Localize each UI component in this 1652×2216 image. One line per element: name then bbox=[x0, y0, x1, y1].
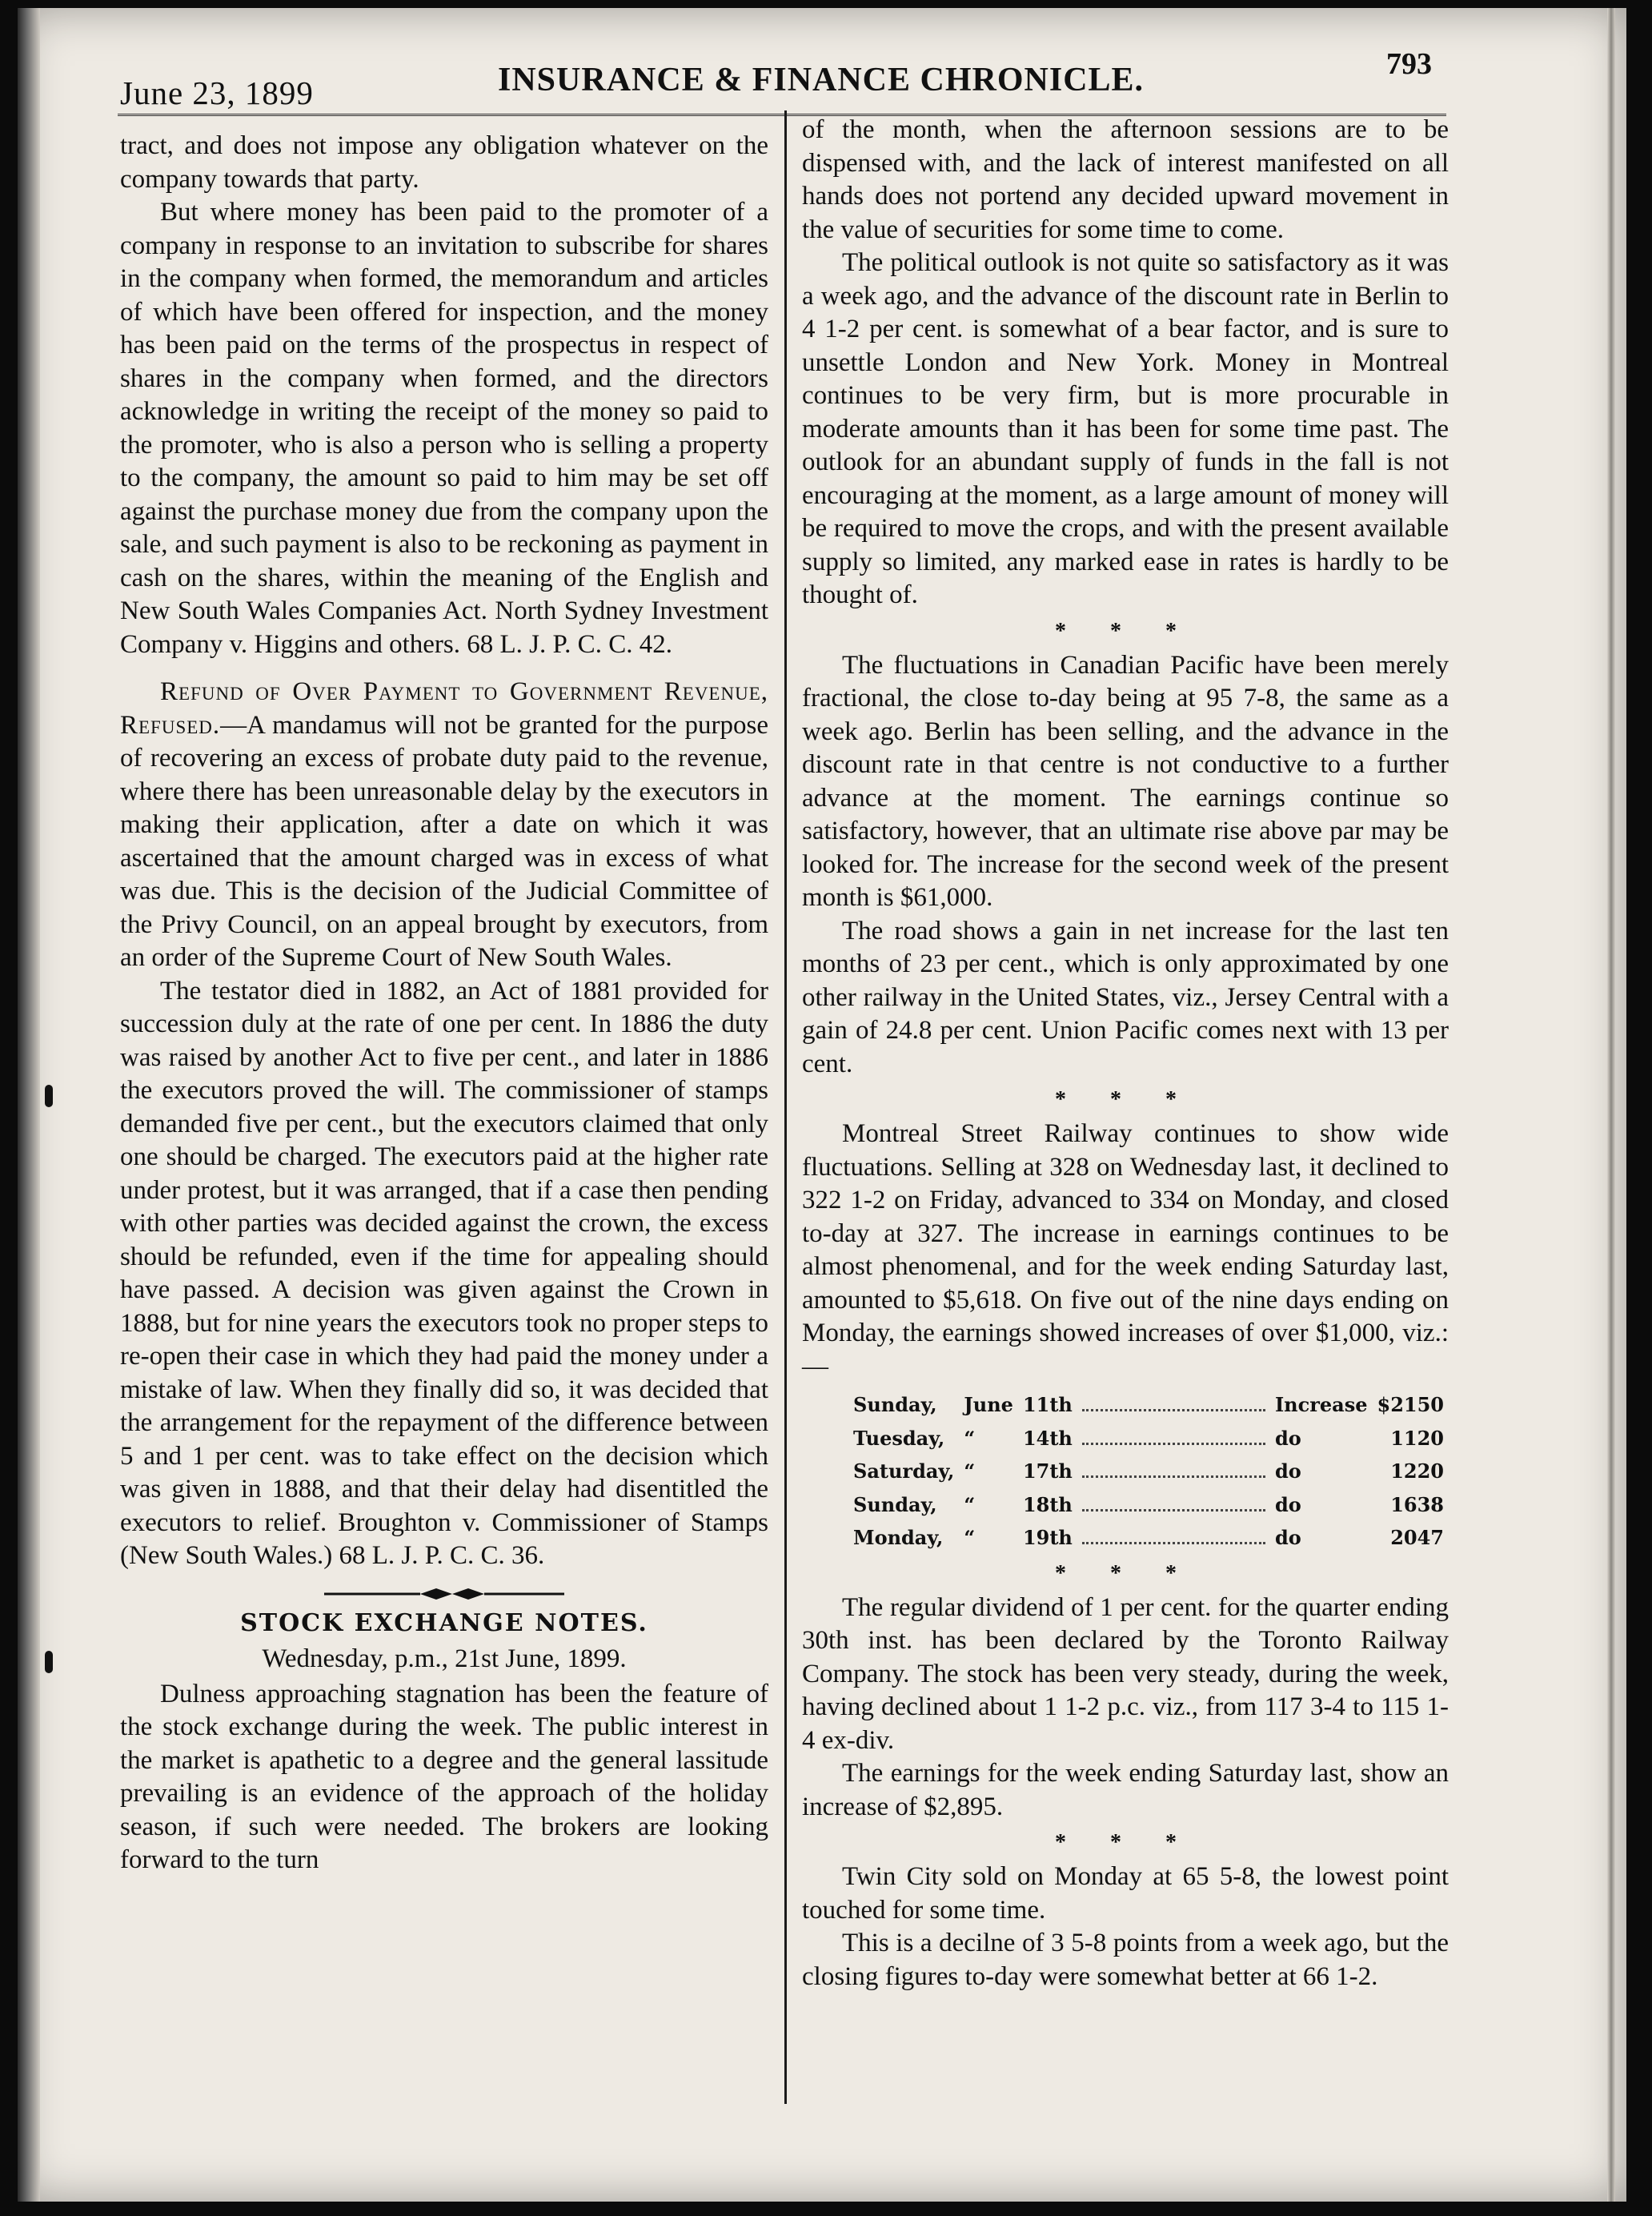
day-cell: Saturday, bbox=[853, 1459, 955, 1483]
amount-cell: 1638 bbox=[1390, 1492, 1444, 1516]
paragraph: Twin City sold on Monday at 65 5-8, the lowest point touched for some time. bbox=[802, 1862, 1449, 1925]
issue-date: June 23, 1899 bbox=[120, 74, 314, 111]
table-row bbox=[848, 1521, 1449, 1555]
column-divider bbox=[784, 110, 787, 2104]
paragraph bbox=[120, 676, 768, 975]
section-separator: * * * bbox=[1055, 1087, 1196, 1112]
paragraph: The earnings for the week ending Saturday last, show an increase of $2,895. bbox=[802, 1759, 1449, 1821]
paragraph: But where money has been paid to the promoter of a company in response to an invitation to subscribe for shares in the company when formed, the memorandum and articles of which have been offered for inspection, and the money has been paid on the terms of the prospectus in respect of shares in the company when formed, and the directors acknowledge in writing the receipt of the money so paid to the promoter, who is also a person who is selling a property to the company, the amount so paid to him may be set off against the purchase money due from the company upon the sale, and such payment is also to be reckoning as payment in cash on the shares, within the meaning of the English and New South Wales Companies Act. North Sydney Investment Company v. Higgins and others. 68 L. J. P. C. C. 42. bbox=[120, 198, 768, 659]
table-row bbox=[848, 1488, 1449, 1522]
month-cell: “ bbox=[964, 1459, 976, 1483]
date-cell: 18th bbox=[1022, 1492, 1073, 1516]
section-heading: STOCK EXCHANGE NOTES. bbox=[240, 1608, 648, 1637]
leader-dots bbox=[1077, 1488, 1270, 1522]
table-row bbox=[848, 1422, 1449, 1455]
label-cell: do bbox=[1274, 1492, 1301, 1516]
publication-title: INSURANCE & FINANCE CHRONICLE. bbox=[498, 62, 1145, 98]
paragraph: The road shows a gain in net increase for the last ten months of 23 per cent., which is only approximated by one other railway in the United States, viz., Jersey Central with a gain of 24.8 per cent. Union Pacific comes next with 13 per cent. bbox=[802, 916, 1449, 1078]
day-cell: Sunday, bbox=[853, 1393, 937, 1416]
page-number: 793 bbox=[1386, 47, 1432, 81]
amount-cell: $2150 bbox=[1377, 1393, 1444, 1416]
left-column bbox=[120, 130, 768, 1877]
month-cell: June bbox=[964, 1393, 1013, 1416]
earnings-table bbox=[848, 1388, 1449, 1555]
month-cell: “ bbox=[964, 1426, 976, 1450]
label-cell: do bbox=[1274, 1526, 1301, 1549]
day-cell: Tuesday, bbox=[853, 1426, 945, 1450]
table-row bbox=[848, 1388, 1449, 1422]
date-cell: 17th bbox=[1022, 1459, 1073, 1483]
margin-mark bbox=[45, 1085, 53, 1107]
paragraph-body: —A mandamus will not be granted for the purpose of recovering an excess of probate duty paid to the revenue, where there has been unreasonable delay by the executors in making their application, after a date on which it was ascertained that the amount charged was in excess of what was due. This is the decision of the Judicial Committee of the Privy Council, on an appeal brought by executors, from an order of the Supreme Court of New South Wales. bbox=[120, 710, 768, 972]
label-cell: Increase bbox=[1274, 1393, 1368, 1416]
date-cell: 14th bbox=[1022, 1426, 1073, 1450]
section-separator: * * * bbox=[1055, 1830, 1196, 1855]
table-row bbox=[848, 1455, 1449, 1488]
paragraph: of the month, when the afternoon sessions are to be dispensed with, and the lack of interest manifested on all hands does not portend any decided upward movement in the value of securities for some time to come. bbox=[802, 115, 1449, 244]
paragraph: tract, and does not impose any obligation whatever on the company towards that party. bbox=[120, 131, 768, 194]
paragraph: The fluctuations in Canadian Pacific have been merely fractional, the close to-day being at 95 7-8, the same as a week ago. Berlin has been selling, and the advance in the discount rate in that centre is not conductive to a further advance at the moment. The earnings continue so satisfactory, however, that an ultimate rise above par may be looked for. The increase for the second week of the present month is $61,000. bbox=[802, 650, 1449, 912]
paragraph: The political outlook is not quite so satisfactory as it was a week ago, and the advance of the discount rate in Berlin to 4 1-2 per cent. is somewhat of a bear factor, and is sure to unsettle London and New York. Money in Montreal continues to be very firm, but is more procurable in moderate amounts than it has been for some time past. The outlook for an abundant supply of funds in the fall is not encouraging at the moment, as a large amount of money will be required to move the crops, and with the present available supply so limited, any marked ease in rates is hardly to be thought of. bbox=[802, 248, 1449, 609]
date-cell: 11th bbox=[1022, 1393, 1073, 1416]
leader-dots bbox=[1077, 1388, 1270, 1422]
section-separator: * * * bbox=[1055, 1560, 1196, 1586]
margin-mark bbox=[45, 1651, 53, 1673]
amount-cell: 1220 bbox=[1390, 1459, 1444, 1483]
paragraph: Montreal Street Railway continues to show wide fluctuations. Selling at 328 on Wednesday last, it declined to 322 1-2 on Friday, advanced to 334 on Monday, and closed to-day at 327. The increase in earnings continues to be almost phenomenal, and for the week ending Saturday last, amounted to $5,618. On five out of the nine days ending on Monday, the earnings showed increases of over $1,000, viz.:— bbox=[802, 1119, 1449, 1381]
label-cell: do bbox=[1274, 1459, 1301, 1483]
month-cell: “ bbox=[964, 1492, 976, 1516]
section-separator: * * * bbox=[1055, 618, 1196, 644]
leader-dots bbox=[1077, 1521, 1270, 1555]
amount-cell: 2047 bbox=[1390, 1526, 1444, 1549]
paragraph: The testator died in 1882, an Act of 1881 provided for succession duly at the rate of one per cent. In 1886 the duty was raised by another Act to five per cent., and later in 1886 the executors proved the will. The commissioner of stamps demanded five per cent., but the executors claimed that only one should be charged. The executors paid at the higher rate under protest, but it was arranged, that if a case then pending with other parties was decided against the crown, the excess should be refunded, even if the time for appealing should have passed. A decision was given against the Crown in 1888, but for nine years the executors took no proper steps to re-open their case in which they had paid the money under a mistake of law. When they finally did so, it was decided that the arrangement for the repayment of the difference between 5 and 1 per cent. was to take effect on the decision which was given in 1888, and that their delay had disentitled the executors to relief. Broughton v. Commissioner of Stamps (New South Wales.) 68 L. J. P. C. C. 36. bbox=[120, 976, 768, 1570]
date-cell: 19th bbox=[1022, 1526, 1073, 1549]
leader-dots bbox=[1077, 1422, 1270, 1455]
label-cell: do bbox=[1274, 1426, 1301, 1450]
paragraph: The regular dividend of 1 per cent. for the quarter ending 30th inst. has been declared by the Toronto Railway Company. The stock has been very steady, during the week, having declined about 1 1-2 p.c. viz., from 117 3-4 to 115 1-4 ex-div. bbox=[802, 1592, 1449, 1755]
page-fold bbox=[1607, 8, 1615, 2202]
day-cell: Sunday, bbox=[853, 1492, 937, 1516]
ornament-divider bbox=[120, 1578, 768, 1602]
newspaper-page bbox=[18, 8, 1626, 2202]
page-binding-edge bbox=[18, 8, 40, 2202]
paragraph-heading: Refund of Over Payment to Government Revenue, Refused. bbox=[120, 677, 768, 740]
month-cell: “ bbox=[964, 1526, 976, 1549]
day-cell: Monday, bbox=[853, 1526, 944, 1549]
right-column bbox=[802, 114, 1449, 1993]
paragraph: This is a decilne of 3 5-8 points from a week ago, but the closing figures to-day were somewhat better at 66 1-2. bbox=[802, 1929, 1449, 1991]
leader-dots bbox=[1077, 1455, 1270, 1488]
paragraph: Dulness approaching stagnation has been the feature of the stock exchange during the week. The public interest in the market is apathetic to a degree and the general lassitude prevailing is an evidence of the approach of the holiday season, if such were needed. The brokers are looking forward to the turn bbox=[120, 1679, 768, 1874]
dateline: Wednesday, p.m., 21st June, 1899. bbox=[262, 1644, 627, 1673]
amount-cell: 1120 bbox=[1390, 1426, 1444, 1450]
